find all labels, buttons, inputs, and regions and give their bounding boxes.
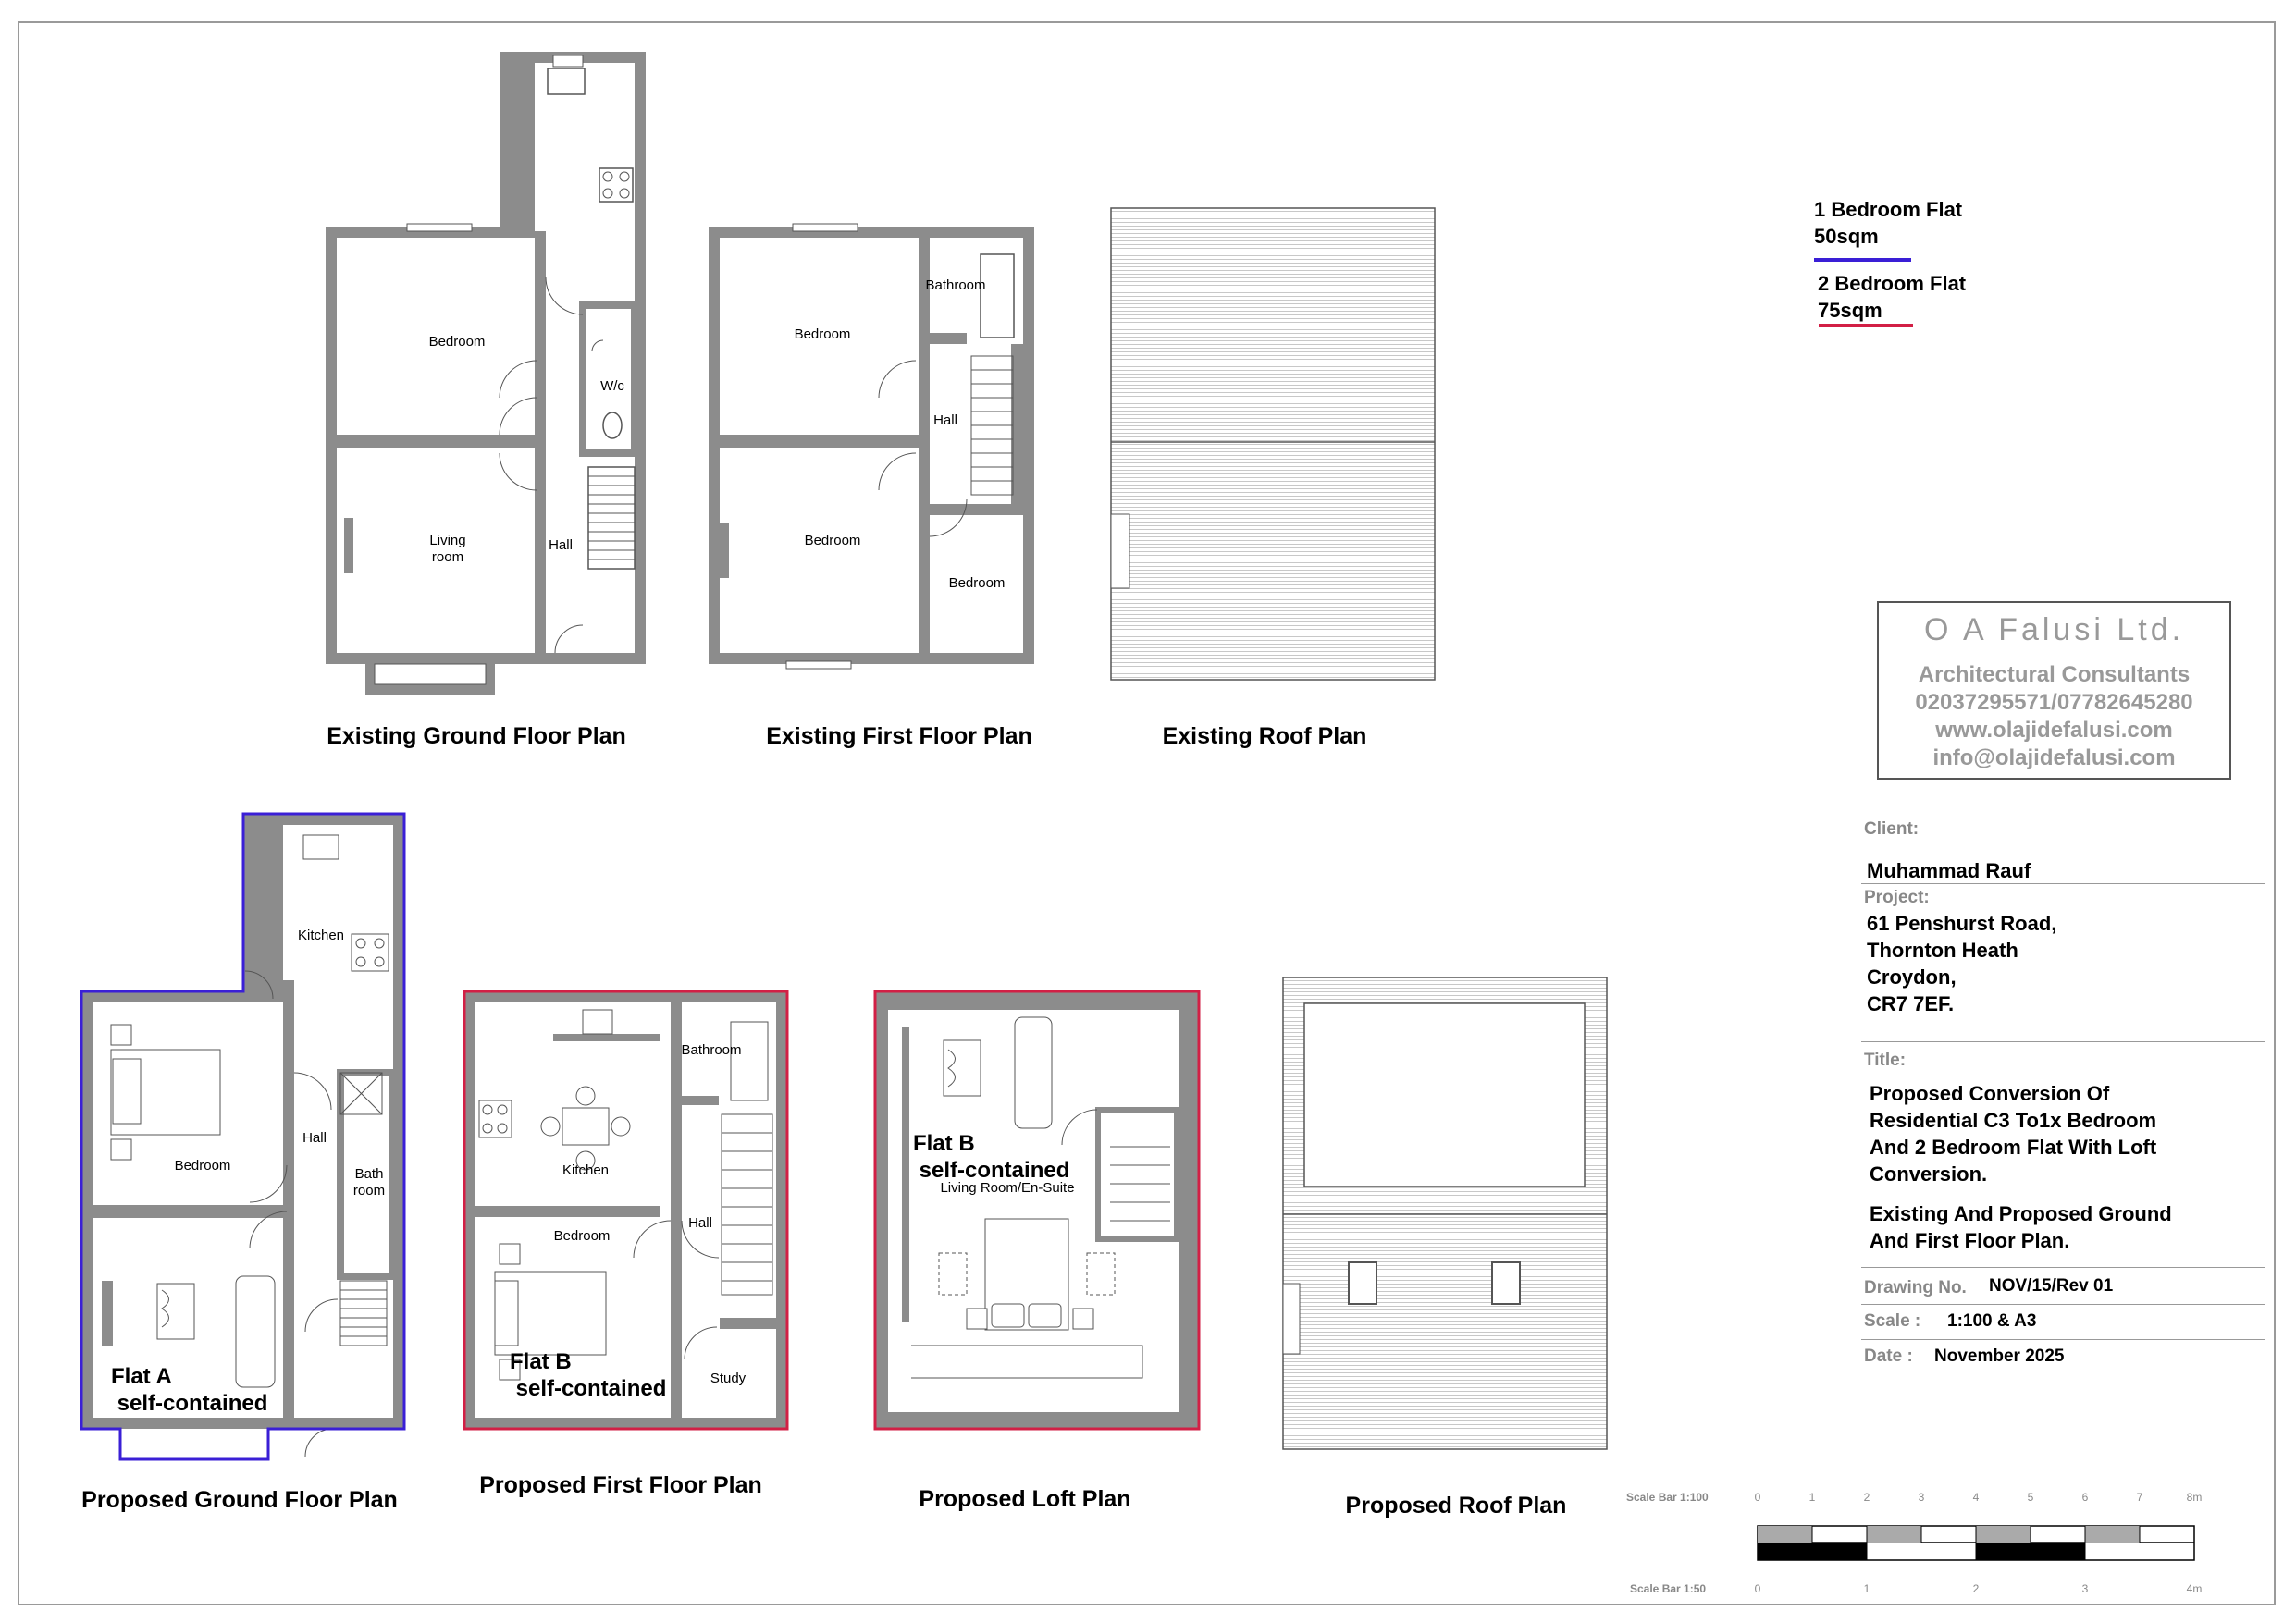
divider xyxy=(1861,883,2265,884)
room-label: Bedroom xyxy=(553,1228,611,1244)
address-line: 61 Penshurst Road, xyxy=(1867,912,2057,935)
flat-a-label: Flat A self-contained xyxy=(111,1364,268,1416)
client-name: Muhammad Rauf xyxy=(1867,859,2031,882)
date-value: November 2025 xyxy=(1934,1346,2065,1366)
scale-tick-label: 2 xyxy=(1972,1582,1980,1595)
plan-title: Proposed Loft Plan xyxy=(919,1486,1131,1512)
scale-tick-label: 4 xyxy=(1972,1491,1980,1504)
room-label: Hall xyxy=(302,1130,327,1146)
scale-value: 1:100 & A3 xyxy=(1947,1311,2037,1331)
drawing-title-2 xyxy=(1870,1200,2172,1254)
existing-ground-floor-plan xyxy=(326,52,646,695)
room-label: Kitchen xyxy=(297,928,345,943)
legend-2bed-label: 2 Bedroom Flat xyxy=(1818,272,1967,295)
title-line: Existing And Proposed Ground xyxy=(1870,1202,2172,1225)
project-address xyxy=(1867,910,2056,1017)
proposed-loft-plan xyxy=(875,991,1199,1429)
title-line: And First Floor Plan. xyxy=(1870,1229,2070,1252)
room-label: Living Room/En-Suite xyxy=(940,1180,1075,1196)
company-name: O A Falusi Ltd. xyxy=(1923,612,2185,647)
company-email: info@olajidefalusi.com xyxy=(1932,745,2176,770)
scale-tick-label: 1 xyxy=(1808,1491,1816,1504)
flat-b-label: Flat B self-contained xyxy=(913,1131,1070,1183)
title-line: Proposed Conversion Of xyxy=(1870,1082,2110,1105)
project-label: Project: xyxy=(1864,888,1930,907)
room-label: Bathroom xyxy=(681,1042,742,1058)
room-label: Kitchen xyxy=(562,1162,610,1178)
room-label: Bedroom xyxy=(804,533,861,548)
title-line: Conversion. xyxy=(1870,1162,1988,1186)
scale-tick-label: 4m xyxy=(2186,1582,2203,1595)
address-line: Thornton Heath xyxy=(1867,939,2018,962)
scale-tick-label: 0 xyxy=(1754,1491,1761,1504)
room-label: Bath room xyxy=(352,1166,386,1199)
plan-title: Proposed Roof Plan xyxy=(1345,1493,1567,1518)
room-label: Hall xyxy=(933,412,957,428)
plan-title: Proposed First Floor Plan xyxy=(479,1472,762,1498)
address-line: CR7 7EF. xyxy=(1867,992,1955,1015)
room-label: Bedroom xyxy=(794,326,851,342)
room-label: Hall xyxy=(688,1215,712,1231)
scale-tick-label: 0 xyxy=(1754,1582,1761,1595)
legend-1bed xyxy=(1814,196,1962,250)
proposed-roof-plan xyxy=(1283,977,1607,1449)
date-label: Date : xyxy=(1864,1346,1913,1366)
divider xyxy=(1861,1339,2265,1340)
scale-bar-100-label: Scale Bar 1:100 xyxy=(1626,1491,1709,1504)
scale-label: Scale : xyxy=(1864,1311,1921,1331)
legend-2bed xyxy=(1818,270,1966,324)
scale-tick-label: 6 xyxy=(2081,1491,2089,1504)
drawing-no: NOV/15/Rev 01 xyxy=(1989,1276,2114,1296)
plan-title: Existing First Floor Plan xyxy=(766,723,1032,749)
scale-bar-50-label: Scale Bar 1:50 xyxy=(1630,1582,1707,1595)
divider xyxy=(1861,1267,2265,1268)
title-line: And 2 Bedroom Flat With Loft xyxy=(1870,1136,2157,1159)
drawing-no-label: Drawing No. xyxy=(1864,1278,1967,1297)
flat-b-label: Flat B self-contained xyxy=(510,1349,667,1401)
plan-title: Existing Ground Floor Plan xyxy=(327,723,626,749)
scale-tick-label: 7 xyxy=(2136,1491,2143,1504)
room-label: W/c xyxy=(600,378,624,394)
room-label: Bedroom xyxy=(174,1158,231,1174)
legend-1bed-label: 1 Bedroom Flat xyxy=(1814,198,1963,221)
room-label: Bedroom xyxy=(428,334,486,350)
company-website: www.olajidefalusi.com xyxy=(1935,718,2173,743)
client-label: Client: xyxy=(1864,819,1920,839)
existing-roof-plan xyxy=(1111,208,1435,680)
title-line: Residential C3 To1x Bedroom xyxy=(1870,1109,2157,1132)
scale-tick-label: 8m xyxy=(2186,1491,2203,1504)
legend-2bed-area: 75sqm xyxy=(1818,299,1882,322)
divider xyxy=(1861,1304,2265,1305)
plan-title: Proposed Ground Floor Plan xyxy=(81,1487,398,1513)
company-phone: 02037295571/07782645280 xyxy=(1915,690,2193,715)
plan-title: Existing Roof Plan xyxy=(1162,723,1367,749)
room-label: Hall xyxy=(549,537,573,553)
scale-tick-label: 3 xyxy=(1918,1491,1925,1504)
scale-tick-label: 5 xyxy=(2027,1491,2034,1504)
room-label: Bedroom xyxy=(948,575,1006,591)
divider xyxy=(1861,1041,2265,1042)
scale-tick-label: 1 xyxy=(1863,1582,1870,1595)
company-subtitle: Architectural Consultants xyxy=(1918,662,2191,687)
scale-tick-label: 2 xyxy=(1863,1491,1870,1504)
legend-1bed-area: 50sqm xyxy=(1814,225,1879,248)
scale-bar-graphic xyxy=(1758,1526,2194,1560)
scale-tick-label: 3 xyxy=(2081,1582,2089,1595)
company-box xyxy=(1877,601,2231,780)
room-label: Study xyxy=(710,1371,747,1386)
address-line: Croydon, xyxy=(1867,965,1957,989)
title-label: Title: xyxy=(1864,1051,1907,1070)
room-label: Bathroom xyxy=(925,277,986,293)
drawing-title xyxy=(1870,1080,2156,1187)
room-label: Living room xyxy=(429,533,466,565)
